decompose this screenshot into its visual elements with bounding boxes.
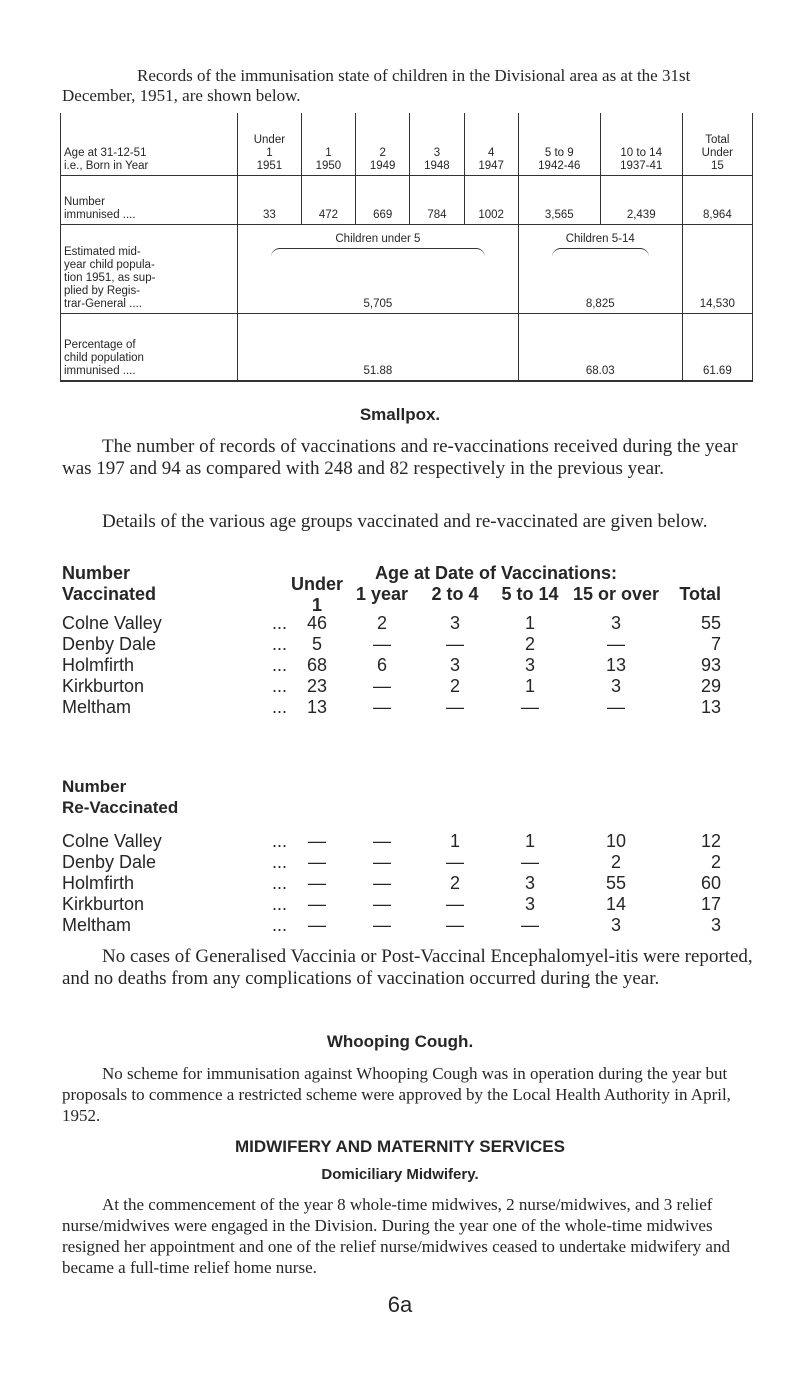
vaccination-table	[62, 563, 762, 718]
table-row	[62, 831, 762, 852]
group-under5-cell	[238, 225, 519, 314]
column-header: 15 or over	[572, 584, 660, 604]
table-cell: —	[308, 831, 326, 851]
table-cell: —	[607, 697, 625, 717]
table-cell: 2,439	[600, 176, 682, 225]
whooping-paragraph: No scheme for immunisation against Whooping Cough was in operation during the year but proposals to commence a restricted scheme were approved by the Local Health Authority in April, 1952.	[62, 1064, 731, 1125]
table-cell: 51.88	[238, 314, 519, 382]
table-cell: 2	[449, 676, 460, 696]
row-name: Kirkburton	[62, 676, 145, 696]
table-cell: 3,565	[518, 176, 600, 225]
table-cell: 3	[524, 873, 535, 893]
age-label-cell	[61, 113, 238, 176]
domiciliary-subheading: Domiciliary Midwifery.	[321, 1166, 479, 1183]
revacc-header: Number Re-Vaccinated	[62, 777, 179, 817]
table-row	[62, 852, 762, 873]
table-cell: 14,530	[682, 225, 752, 314]
column-header: 5 to 9 1942-46	[518, 113, 600, 176]
row-name: Colne Valley	[62, 831, 162, 851]
header-age: Age at Date of Vaccinations:	[374, 563, 618, 583]
table-cell: —	[446, 697, 464, 717]
table-cell: —	[446, 894, 464, 914]
column-header: Under 1	[290, 573, 343, 615]
group-label: Children under 5	[335, 233, 421, 245]
table-cell: 7	[710, 634, 721, 654]
smallpox-details-paragraph: Details of the various age groups vaccinated and re-vaccinated are given below.	[102, 511, 708, 532]
table-cell: —	[373, 697, 391, 717]
table-row	[62, 894, 762, 915]
smallpox-heading: Smallpox.	[359, 405, 441, 424]
table-cell: 3	[524, 894, 535, 914]
revaccinated-rows	[62, 831, 762, 936]
percentage-label: Percentage of child population immunised ....	[61, 314, 238, 382]
column-header: 1 1950	[301, 113, 355, 176]
table-cell: —	[373, 676, 391, 696]
table-row	[62, 613, 762, 634]
row-dots: ...	[271, 873, 287, 893]
column-header: 1 year	[355, 584, 409, 604]
table-row	[61, 176, 753, 225]
table-cell: 33	[238, 176, 302, 225]
table-cell: —	[607, 634, 625, 654]
table-cell: —	[373, 831, 391, 851]
table-cell: 2	[449, 873, 460, 893]
row-name: Denby Dale	[62, 634, 157, 654]
row-dots: ...	[271, 831, 287, 851]
row-name: Meltham	[62, 697, 132, 717]
table-cell: —	[446, 852, 464, 872]
table-cell: —	[308, 915, 326, 935]
table-cell: 472	[301, 176, 355, 225]
vaccinia-paragraph: No cases of Generalised Vaccinia or Post-Vaccinal Encephalomyel-itis were reported, and no deaths from any complications of vaccination occurred during the year.	[62, 946, 753, 989]
table-row	[62, 915, 762, 936]
brace-icon	[552, 248, 649, 257]
table-cell: —	[373, 894, 391, 914]
row-dots: ...	[271, 634, 287, 654]
row-name: Meltham	[62, 915, 132, 935]
table-cell: 1002	[464, 176, 518, 225]
table-row	[61, 314, 753, 382]
table-cell: —	[308, 852, 326, 872]
number-immunised-label: Number immunised ....	[61, 176, 238, 225]
table-cell: 10	[605, 831, 627, 851]
table-row	[62, 873, 762, 894]
column-header: 2 to 4	[431, 584, 479, 604]
revaccination-table	[62, 831, 762, 936]
table-cell: 1	[524, 676, 535, 696]
table-cell: 3	[610, 613, 621, 633]
brace-icon	[271, 248, 485, 257]
column-header: Total	[679, 584, 721, 604]
table-cell: 61.69	[682, 314, 752, 382]
table-cell: 8,964	[682, 176, 752, 225]
table-cell: 13	[700, 697, 721, 717]
table-cell: —	[521, 852, 539, 872]
table-cell: 3	[710, 915, 721, 935]
table-cell: —	[308, 894, 326, 914]
row-dots: ...	[271, 613, 287, 633]
immunisation-table	[60, 113, 753, 382]
row-name: Holmfirth	[62, 655, 135, 675]
table-cell: —	[373, 634, 391, 654]
table-cell: 13	[605, 655, 627, 675]
table-cell: —	[446, 915, 464, 935]
table-cell: 1	[524, 831, 535, 851]
table-cell: 68.03	[518, 314, 682, 382]
estimated-label: Estimated mid- year child popula- tion 1951, as sup- plied by Regis- trar-General ....	[61, 225, 238, 314]
header-vaccinated: Vaccinated	[62, 584, 157, 604]
table-row	[62, 634, 762, 655]
table-row	[62, 697, 762, 718]
row-dots: ...	[271, 676, 287, 696]
row-name: Colne Valley	[62, 613, 162, 633]
table-header-row	[62, 563, 762, 584]
row-dots: ...	[271, 915, 287, 935]
table-cell: 3	[524, 655, 535, 675]
column-header: 2 1949	[356, 113, 410, 176]
table-cell: 55	[605, 873, 627, 893]
intro-paragraph: Records of the immunisation state of children in the Divisional area as at the 31st December, 1951, are shown below.	[62, 66, 691, 105]
table-row	[62, 676, 762, 697]
vaccinated-rows	[62, 613, 762, 718]
table-row	[61, 225, 753, 314]
row-name: Kirkburton	[62, 894, 145, 914]
table-cell: —	[373, 852, 391, 872]
whooping-heading: Whooping Cough.	[326, 1032, 474, 1051]
age-label-line: i.e., Born in Year	[64, 160, 149, 172]
table-cell: 3	[610, 915, 621, 935]
table-cell: 2	[710, 852, 721, 872]
table-cell: —	[521, 697, 539, 717]
page-number: 6a	[387, 1292, 413, 1317]
column-header: 5 to 14	[501, 584, 559, 604]
table-cell: 1	[449, 831, 460, 851]
table-cell: 8,825	[585, 298, 615, 310]
header-number: Number	[62, 563, 131, 583]
table-cell: 46	[306, 613, 328, 633]
row-dots: ...	[271, 894, 287, 914]
table-cell: 5,705	[363, 298, 393, 310]
table-cell: 6	[376, 655, 387, 675]
table-cell: —	[308, 873, 326, 893]
table-cell: 13	[306, 697, 328, 717]
table-cell: 60	[700, 873, 721, 893]
smallpox-paragraph: The number of records of vaccinations and re-vaccinations received during the year was 197 and 94 as compared with 248 and 82 respectively in the previous year.	[62, 436, 738, 479]
midwifery-heading: MIDWIFERY AND MATERNITY SERVICES	[235, 1137, 565, 1156]
table-cell: 784	[410, 176, 464, 225]
row-dots: ...	[271, 697, 287, 717]
table-cell: —	[521, 915, 539, 935]
table-cell: 29	[700, 676, 721, 696]
table-cell: 68	[306, 655, 328, 675]
row-name: Holmfirth	[62, 873, 135, 893]
table-cell: —	[373, 873, 391, 893]
column-header: 3 1948	[410, 113, 464, 176]
table-cell: 93	[700, 655, 721, 675]
table-cell: 2	[524, 634, 535, 654]
row-dots: ...	[271, 655, 287, 675]
table-cell: 23	[306, 676, 328, 696]
column-header: 4 1947	[464, 113, 518, 176]
table-cell: 3	[449, 655, 460, 675]
table-cell: 5	[311, 634, 322, 654]
table-cell: 1	[524, 613, 535, 633]
group-label: Children 5-14	[565, 233, 635, 245]
column-header: 10 to 14 1937-41	[600, 113, 682, 176]
table-cell: 12	[700, 831, 721, 851]
table-row	[61, 113, 753, 176]
age-label-line: Age at 31-12-51	[64, 147, 147, 159]
table-row	[62, 655, 762, 676]
table-cell: —	[373, 915, 391, 935]
table-cell: 669	[356, 176, 410, 225]
table-cell: 14	[605, 894, 627, 914]
group-5-14-cell	[518, 225, 682, 314]
table-cell: 3	[449, 613, 460, 633]
table-cell: 55	[700, 613, 721, 633]
table-cell: 2	[610, 852, 621, 872]
table-cell: 17	[700, 894, 721, 914]
table-cell: 3	[610, 676, 621, 696]
table-cell: 2	[376, 613, 387, 633]
row-dots: ...	[271, 852, 287, 872]
column-header: Total Under 15	[682, 113, 752, 176]
column-header: Under 1 1951	[238, 113, 302, 176]
midwifery-paragraph: At the commencement of the year 8 whole-time midwives, 2 nurse/midwives, and 3 relief nurse/midwives were engaged in the Division. During the year one of the whole-time midwives resigned her appointment and one of the relief nurse/midwives ceased to undertake midwifery and became a full-time relief home nurse.	[62, 1195, 730, 1277]
table-cell: —	[446, 634, 464, 654]
row-name: Denby Dale	[62, 852, 157, 872]
